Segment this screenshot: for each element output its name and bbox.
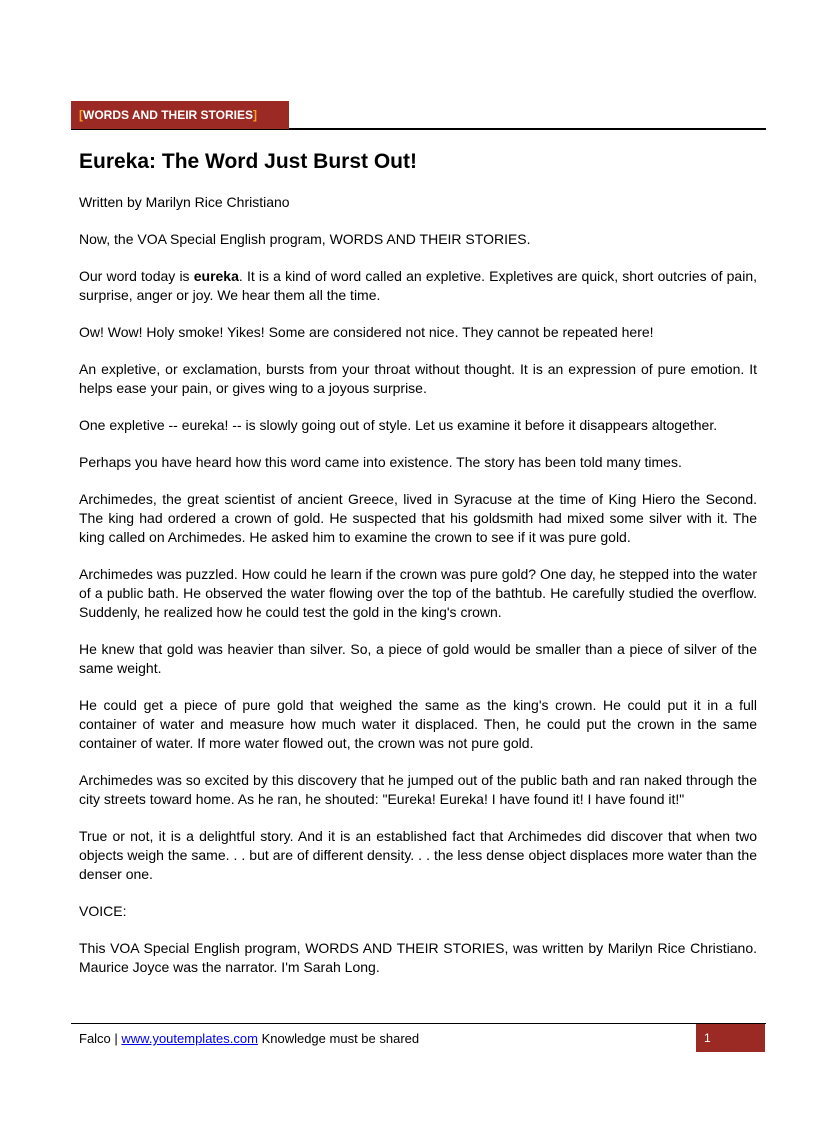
bold-word-eureka: eureka (193, 268, 239, 284)
p1-text-end: . It is a kind of word called an expletive. Expletives are quick, short outcries of pain, surprise, anger or joy. We hear them all the time. (79, 268, 757, 303)
paragraph: Perhaps you have heard how this word came into existence. The story has been told many times. (79, 454, 682, 470)
footer-author: Falco | (79, 1031, 122, 1046)
paragraph: One expletive -- eureka! -- is slowly going out of style. Let us examine it before it disappears altogether. (79, 417, 718, 433)
p1-text-start: Our word today is (79, 268, 194, 284)
footer-rule (71, 1023, 766, 1024)
section-label: WORDS AND THEIR STORIES (83, 108, 254, 122)
page-number-badge (696, 1024, 765, 1052)
paragraph: Archimedes, the great scientist of ancient Greece, lived in Syracuse at the time of King Hiero the Second. The king had ordered a crown of gold. He suspected that his goldsmith had mixed some silver with it. The king called on Archimedes. He asked him to examine the crown to see if it was pure gold. (79, 491, 757, 545)
footer-website-link[interactable]: www.youtemplates.com (121, 1031, 258, 1046)
document-title: Eureka: The Word Just Burst Out! (79, 150, 417, 173)
paragraph: An expletive, or exclamation, bursts from your throat without thought. It is an expression of pure emotion. It helps ease your pain, or gives wing to a joyous surprise. (79, 361, 757, 396)
paragraph-eureka-definition (79, 267, 757, 305)
paragraph: Archimedes was so excited by this discovery that he jumped out of the public bath and ran naked through the city streets toward home. As he ran, he shouted: "Eureka! Eureka! I have found it! I have found it!" (79, 772, 757, 807)
bracket-open: [ (79, 108, 83, 122)
footer-tagline: Knowledge must be shared (257, 1031, 420, 1046)
paragraph: Archimedes was puzzled. How could he learn if the crown was pure gold? One day, he stepped into the water of a public bath. He observed the water flowing over the top of the bathtub. He carefully studied the overflow. Suddenly, he realized how he could test the gold in the king's crown. (79, 566, 757, 620)
page-number: 1 (704, 1031, 711, 1045)
paragraph: True or not, it is a delightful story. And it is an established fact that Archimedes did discover that when two objects weigh the same. . . but are of different density. . . the less dense object displaces more water than the denser one. (79, 828, 757, 882)
paragraph: He could get a piece of pure gold that weighed the same as the king's crown. He could put it in a full container of water and measure how much water it displaced. Then, he could put the crown in the same container of water. If more water flowed out, the crown was not pure gold. (79, 697, 757, 751)
byline: Written by Marilyn Rice Christiano (79, 194, 290, 210)
closing-paragraph: This VOA Special English program, WORDS AND THEIR STORIES, was written by Marilyn Rice Christiano. Maurice Joyce was the narrator. I'm Sarah Long. (79, 940, 757, 975)
section-label-badge (71, 101, 289, 129)
footer-credits (79, 1030, 419, 1048)
bracket-close: ] (253, 108, 258, 122)
intro-paragraph: Now, the VOA Special English program, WORDS AND THEIR STORIES. (79, 231, 531, 247)
paragraph: Ow! Wow! Holy smoke! Yikes! Some are considered not nice. They cannot be repeated here! (79, 324, 654, 340)
document-body (79, 193, 757, 995)
voice-label: VOICE: (79, 903, 127, 919)
paragraph: He knew that gold was heavier than silver. So, a piece of gold would be smaller than a piece of silver of the same weight. (79, 641, 757, 676)
